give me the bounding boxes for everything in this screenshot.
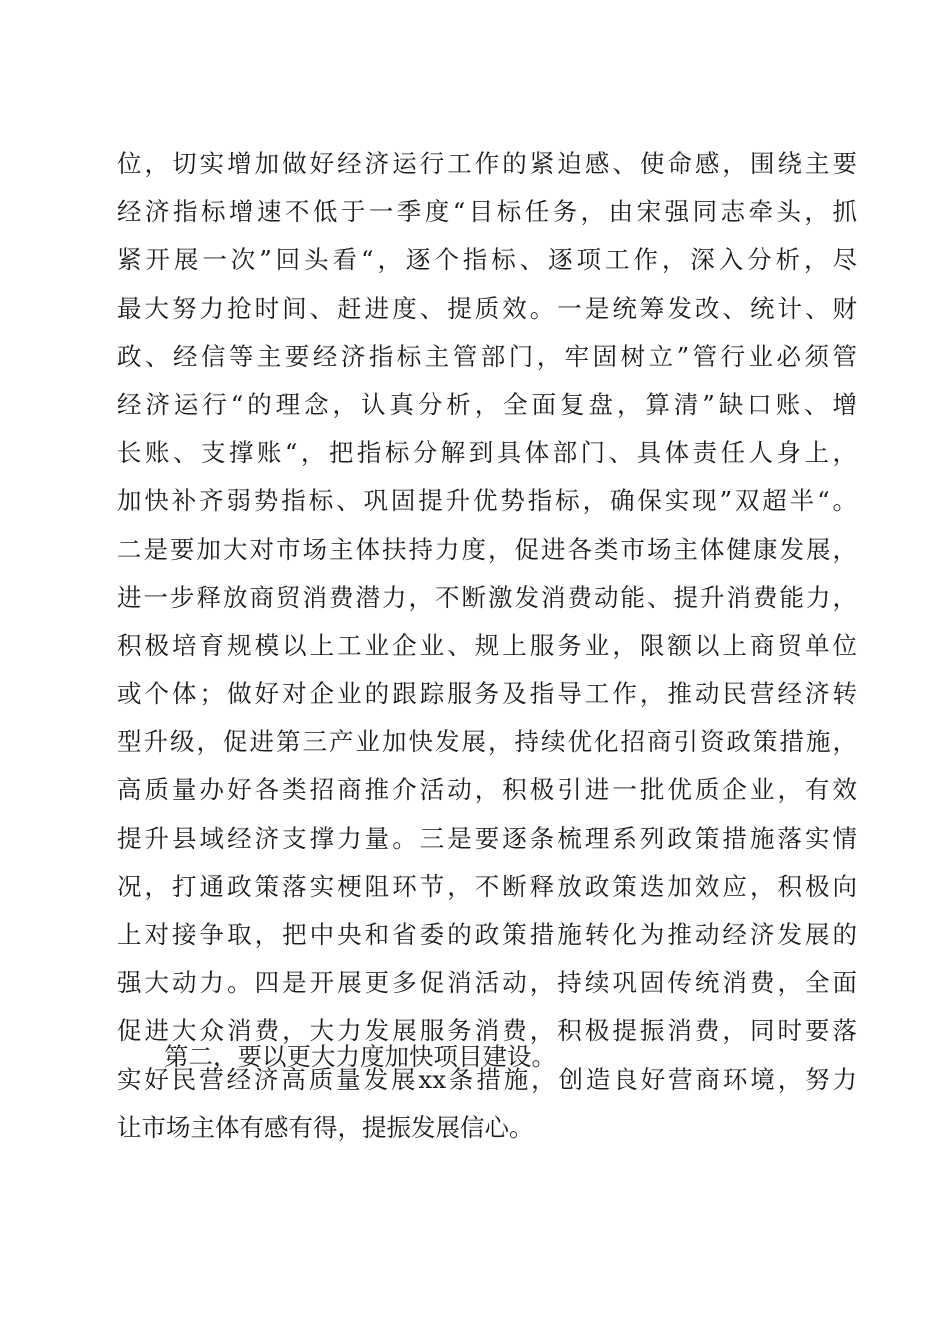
paragraph-line: 进一步释放商贸消费潜力，不断激发消费动能、提升消费能力， <box>117 582 857 612</box>
paragraph-line: 实好民营经济高质量发展xx条措施，创造良好营商环境，努力 <box>117 1064 857 1094</box>
section-heading: 第二，要以更大力度加快项目建设。 <box>164 1042 556 1071</box>
paragraph-line: 高质量办好各类招商推介活动，积极引进一批优质企业，有效 <box>117 775 857 805</box>
paragraph-line: 位，切实增加做好经济运行工作的紧迫感、使命感，围绕主要 <box>117 149 857 178</box>
paragraph-line: 长账、支撑账“，把指标分解到具体部门、具体责任人身上， <box>117 438 857 468</box>
paragraph-line: 型升级，促进第三产业加快发展，持续优化招商引资政策措施， <box>117 727 857 757</box>
paragraph-line: 经济指标增速不低于一季度“目标任务，由宋强同志牵头，抓 <box>117 197 857 227</box>
paragraph-line: 加快补齐弱势指标、巩固提升优势指标，确保实现”双超半“。 <box>117 486 857 516</box>
body-paragraph <box>117 140 857 1152</box>
paragraph-line: 让市场主体有感有得，提振发展信心。 <box>117 1112 534 1142</box>
paragraph-line: 强大动力。四是开展更多促消活动，持续巩固传统消费，全面 <box>117 968 857 998</box>
paragraph-line: 最大努力抢时间、赶进度、提质效。一是统筹发改、统计、财 <box>117 293 857 323</box>
paragraph-line: 二是要加大对市场主体扶持力度，促进各类市场主体健康发展， <box>117 534 857 564</box>
paragraph-line: 促进大众消费，大力发展服务消费，积极提振消费，同时要落 <box>117 1016 857 1046</box>
paragraph-line: 政、经信等主要经济指标主管部门，牢固树立”管行业必须管 <box>117 341 857 371</box>
paragraph-line: 况，打通政策落实梗阻环节，不断释放政策迭加效应，积极向 <box>117 871 857 901</box>
paragraph-line: 紧开展一次”回头看“，逐个指标、逐项工作，深入分析，尽 <box>117 245 857 275</box>
paragraph-line: 经济运行“的理念，认真分析，全面复盘，算清”缺口账、增 <box>117 389 857 419</box>
paragraph-line: 提升县域经济支撑力量。三是要逐条梳理系列政策措施落实情 <box>117 823 857 853</box>
paragraph-line: 上对接争取，把中央和省委的政策措施转化为推动经济发展的 <box>117 920 857 949</box>
paragraph-line: 积极培育规模以上工业企业、规上服务业，限额以上商贸单位 <box>117 630 857 660</box>
paragraph-line: 或个体；做好对企业的跟踪服务及指导工作，推动民营经济转 <box>117 679 857 709</box>
